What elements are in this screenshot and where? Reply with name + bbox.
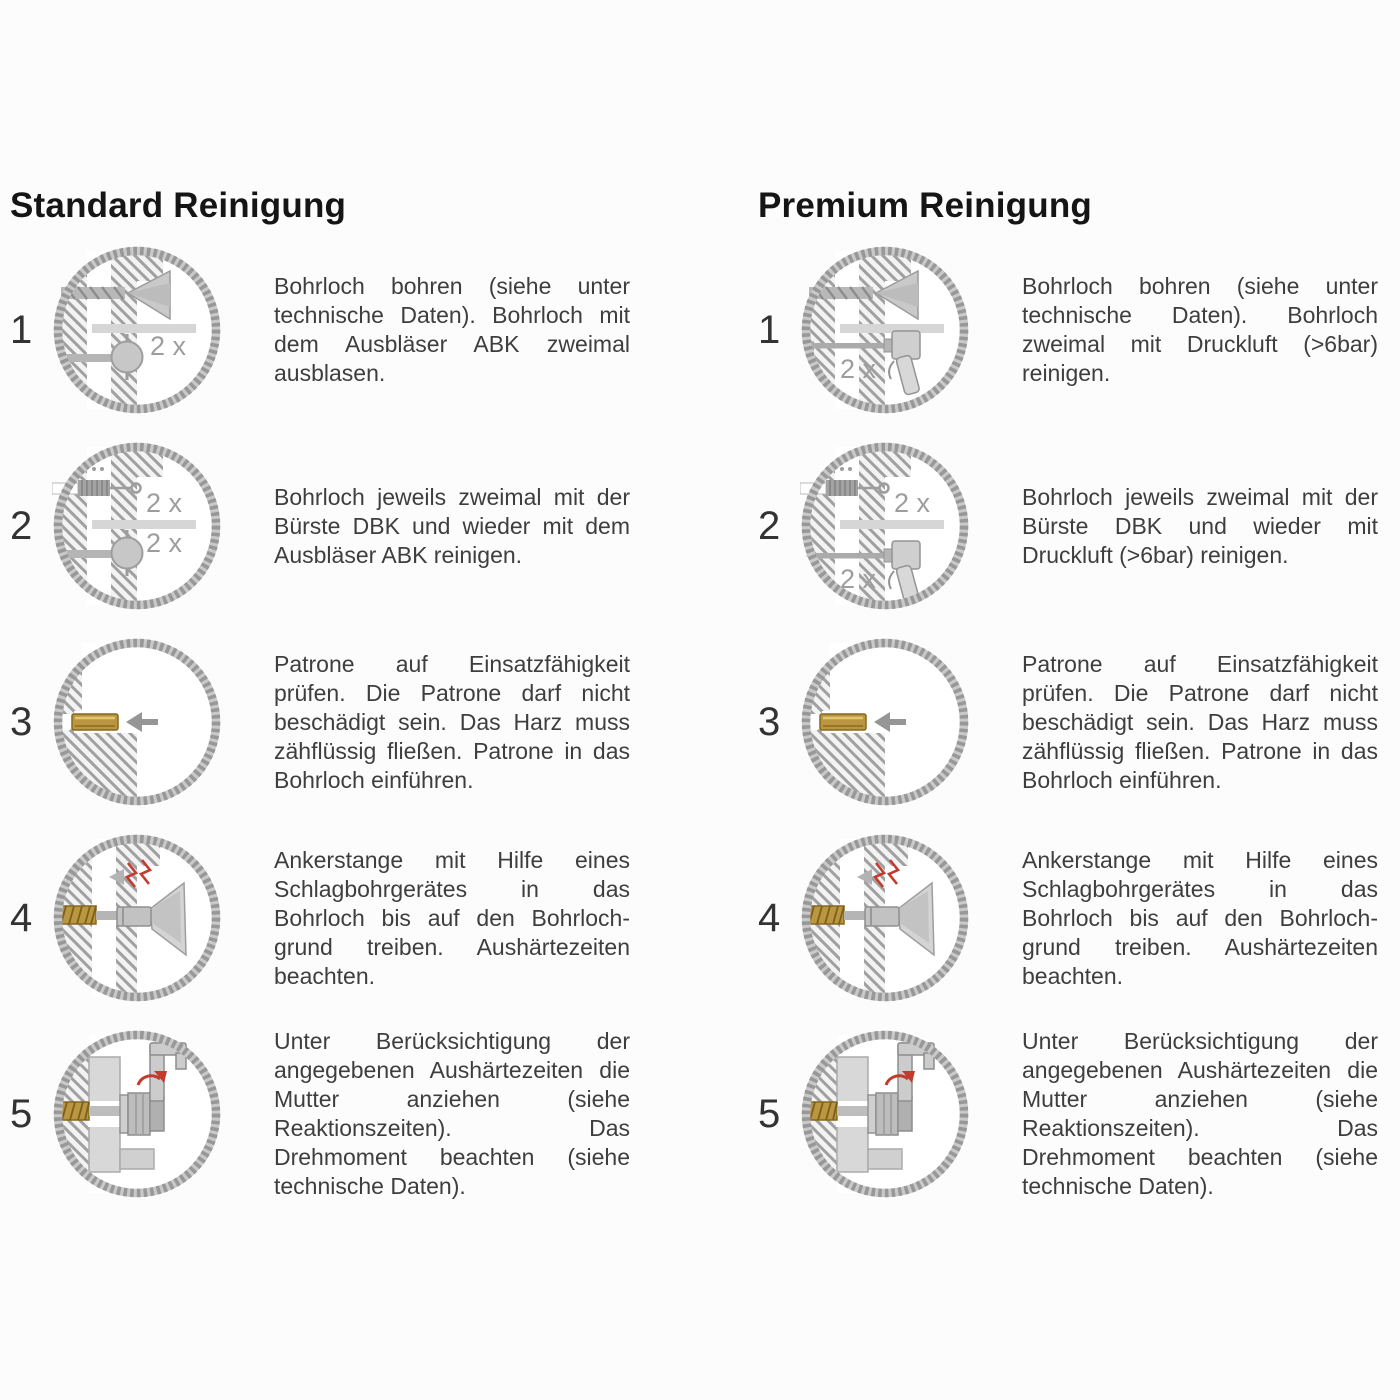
step-number: 3 [10,699,33,744]
step-row [758,232,1400,428]
step-text: Bohrloch bohren (siehe unter technische Daten). Bohrloch mit dem Ausbläser ABK zweimal ausblasen. [274,273,630,386]
step-text: Patrone auf Einsatzfähigkeit prüfen. Die Patrone darf nicht beschädigt sein. Das Harz muss zähflüssig fließen. Patrone in das Bohrloch einführen. [1022,650,1378,793]
quantity-label: 2 x [150,331,187,361]
step-number: 5 [10,1091,33,1136]
brush-and-blowout-pump-illustration [52,431,222,621]
step-text: Ankerstange mit Hilfe eines Schlagbohrgerätes in das Bohrloch bis auf den Bohrloch-grund treiben. Aushärtezeiten beachten. [274,846,630,989]
step-text: Unter Berücksichtigung der angegebenen Aushärtezeiten die Mutter anziehen (siehe Reaktionszeiten). Das Drehmoment beachten (siehe technische Daten). [1022,1028,1378,1199]
step-row [758,820,1400,1016]
step-number: 1 [758,307,781,352]
step-row [758,1016,1400,1212]
step-number: 3 [758,699,781,744]
drill-and-blowout-pump-illustration [52,235,222,425]
step-number: 2 [758,503,781,548]
anchor-rod-drive-illustration [800,823,970,1013]
drill-and-air-gun-illustration [800,235,970,425]
column-premium [700,186,1400,1212]
quantity-label: 2 x [840,564,877,594]
column-title-premium: Premium Reinigung [758,186,1092,225]
cartridge-insert-illustration [800,627,970,817]
step-row [10,232,700,428]
nut-tightening-illustration [52,1019,222,1209]
quantity-label: 2 x [146,528,183,558]
column-standard [0,186,700,1212]
step-number: 4 [758,895,781,940]
quantity-label: 2 x [894,488,931,518]
step-row [10,1016,700,1212]
step-row [10,624,700,820]
step-number: 2 [10,503,33,548]
step-text: Patrone auf Einsatzfähigkeit prüfen. Die Patrone darf nicht beschädigt sein. Das Harz muss zähflüssig fließen. Patrone in das Bohrloch einführen. [274,650,630,793]
quantity-label: 2 x [146,488,183,518]
step-number: 1 [10,307,33,352]
step-text: Ankerstange mit Hilfe eines Schlagbohrgerätes in das Bohrloch bis auf den Bohrloch-grund treiben. Aushärtezeiten beachten. [1022,846,1378,989]
step-row [10,428,700,624]
quantity-label: 2 x [840,354,877,384]
step-text: Bohrloch jeweils zweimal mit der Bürste DBK und wieder mit Druckluft (>6bar) reinigen. [1022,483,1378,568]
nut-tightening-illustration [800,1019,970,1209]
step-text: Bohrloch jeweils zweimal mit der Bürste DBK und wieder mit dem Ausbläser ABK reinigen. [274,483,630,568]
step-row [758,624,1400,820]
step-number: 4 [10,895,33,940]
step-number: 5 [758,1091,781,1136]
step-row [10,820,700,1016]
column-title-standard: Standard Reinigung [10,186,347,225]
cartridge-insert-illustration [52,627,222,817]
anchor-rod-drive-illustration [52,823,222,1013]
brush-and-air-gun-illustration [800,431,970,621]
step-text: Bohrloch bohren (siehe unter technische Daten). Bohrloch zweimal mit Druckluft (>6bar) reinigen. [1022,273,1378,386]
step-text: Unter Berücksichtigung der angegebenen Aushärtezeiten die Mutter anziehen (siehe Reaktionszeiten). Das Drehmoment beachten (siehe technische Daten). [274,1028,630,1199]
step-row [758,428,1400,624]
